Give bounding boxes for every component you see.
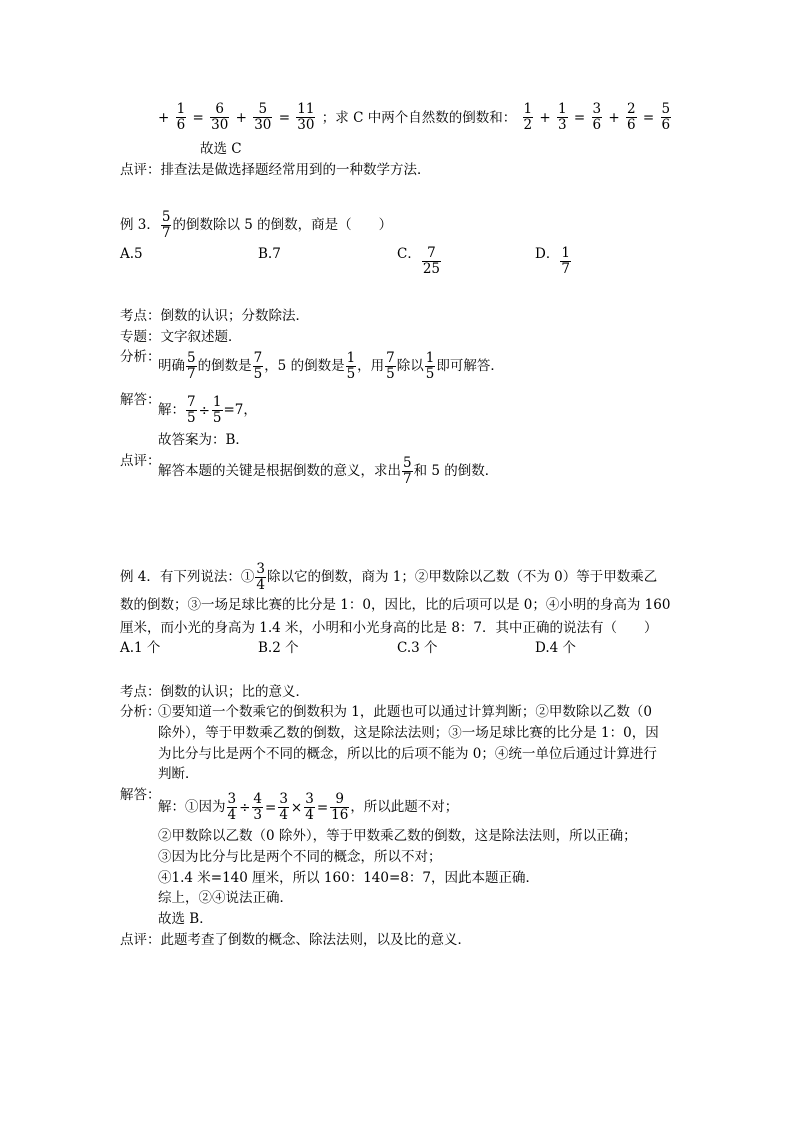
divide-sign: ÷ bbox=[198, 402, 210, 419]
dianping-text: 此题考查了倒数的概念、除法法则，以及比的意义． bbox=[160, 932, 471, 948]
text-segment: ，用 bbox=[357, 358, 385, 374]
choose-answer: 故选 C bbox=[200, 141, 242, 157]
dianping-label: 点评： bbox=[120, 453, 161, 469]
example-number: 例 3． bbox=[120, 217, 160, 233]
option-b: B.7 bbox=[258, 246, 281, 262]
option-label: C． bbox=[397, 246, 421, 262]
dianping-line bbox=[120, 932, 471, 948]
jieda-line bbox=[158, 395, 257, 426]
times-sign: × bbox=[290, 799, 303, 816]
fraction: $\frac{7}{25}$ bbox=[422, 245, 441, 277]
top-equation-line bbox=[157, 102, 672, 133]
fraction: $\frac{5}{7}$ bbox=[161, 209, 171, 241]
example3-title bbox=[120, 210, 392, 241]
fenxi-line-4: 判断． bbox=[158, 766, 199, 782]
kaodian-label: 考点： bbox=[120, 684, 161, 700]
fraction: $\frac{9}{16}$ bbox=[331, 791, 349, 823]
fraction: $\frac{3}{4}$ bbox=[279, 791, 288, 823]
kaodian-label: 考点： bbox=[120, 308, 161, 324]
fraction: $\frac{7}{5}$ bbox=[253, 350, 263, 382]
fraction: $\frac{6}{30}$ bbox=[211, 101, 229, 133]
fraction: $\frac{7}{5}$ bbox=[386, 350, 395, 382]
fraction: $\frac{1}{5}$ bbox=[346, 350, 356, 382]
jieda-line-6: 故选 B． bbox=[158, 911, 213, 927]
jieda-label: 解答： bbox=[120, 787, 161, 803]
fenxi-line bbox=[158, 351, 504, 382]
text-segment: 除以 bbox=[396, 358, 424, 374]
fraction: $\frac{5}{30}$ bbox=[254, 101, 272, 133]
fenxi-line-1: ①要知道一个数乘它的倒数积为 1，此题也可以通过计算判断；②甲数除以乙数（0 bbox=[158, 704, 652, 720]
equals-sign: = bbox=[642, 109, 655, 126]
fraction: $\frac{1}{3}$ bbox=[558, 101, 567, 133]
option-d bbox=[535, 246, 572, 277]
text-segment: ；求 C 中两个自然数的倒数和： bbox=[321, 109, 517, 126]
text-segment: 的倒数是 bbox=[197, 358, 252, 374]
option-c bbox=[397, 246, 442, 277]
fraction: $\frac{1}{2}$ bbox=[523, 101, 533, 133]
fraction: $\frac{1}{5}$ bbox=[212, 394, 222, 426]
text-segment: 明确 bbox=[158, 358, 185, 374]
fraction: $\frac{11}{30}$ bbox=[297, 101, 315, 133]
plus-sign: + bbox=[158, 109, 170, 126]
jieda-label: 解答： bbox=[120, 392, 161, 408]
dianping-line bbox=[158, 456, 498, 487]
comment-line bbox=[120, 162, 431, 178]
fraction: $\frac{3}{6}$ bbox=[592, 101, 602, 133]
fraction: $\frac{5}{7}$ bbox=[403, 455, 412, 487]
jieda-line-2: ②甲数除以乙数（0 除外），等于甲数乘乙数的倒数，这是除法法则，所以正确； bbox=[158, 828, 637, 844]
fenxi-label: 分析： bbox=[120, 349, 161, 365]
fraction: $\frac{1}{7}$ bbox=[561, 245, 570, 277]
plus-sign: + bbox=[539, 109, 551, 126]
option-b: B.2 个 bbox=[258, 640, 299, 656]
fraction: $\frac{7}{5}$ bbox=[187, 394, 196, 426]
zhuanti-line bbox=[120, 329, 242, 345]
jieda-line-5: 综上，②④说法正确． bbox=[158, 890, 293, 906]
equals-sign: = bbox=[265, 799, 277, 816]
text-segment: 解答本题的关键是根据倒数的意义，求出 bbox=[158, 463, 401, 479]
fenxi-line-2: 除外），等于甲数乘乙数的倒数，这是除法法则；③一场足球比赛的比分是 1：0，因 bbox=[158, 725, 659, 741]
equals-sign: = bbox=[316, 799, 329, 816]
text-segment: ，5 的倒数是 bbox=[264, 358, 345, 374]
plus-sign: + bbox=[235, 109, 247, 126]
text-segment: 除以它的倒数，商为 1；②甲数除以乙数（不为 0）等于甲数乘乙 bbox=[266, 569, 658, 585]
comment-text: 排查法是做选择题经常用到的一种数学方法． bbox=[160, 162, 431, 178]
fraction: $\frac{5}{6}$ bbox=[661, 101, 671, 133]
fraction: $\frac{1}{5}$ bbox=[425, 350, 435, 382]
comment-label: 点评： bbox=[120, 162, 161, 178]
example4-line1 bbox=[120, 562, 657, 593]
option-c: C.3 个 bbox=[397, 640, 438, 656]
zhuanti-text: 文字叙述题． bbox=[160, 329, 242, 345]
text-segment: =7， bbox=[223, 402, 257, 418]
option-a: A.1 个 bbox=[120, 640, 161, 656]
kaodian-text: 倒数的认识；比的意义． bbox=[160, 684, 309, 700]
jieda-line-4: ④1.4 米=140 厘米，所以 160：140=8：7，因此本题正确． bbox=[158, 870, 539, 886]
kaodian-line bbox=[120, 684, 309, 700]
text-segment: 即可解答． bbox=[436, 358, 504, 374]
kaodian-line bbox=[120, 308, 309, 324]
equals-sign: = bbox=[278, 109, 290, 126]
equals-sign: = bbox=[192, 109, 204, 126]
option-a: A.5 bbox=[120, 246, 143, 262]
option-label: D． bbox=[535, 246, 560, 262]
jieda-line-1 bbox=[158, 792, 458, 823]
equals-sign: = bbox=[573, 109, 586, 126]
divide-sign: ÷ bbox=[239, 799, 251, 816]
jieda-line-3: ③因为比分与比是两个不同的概念，所以不对； bbox=[158, 849, 442, 865]
question-text: 的倒数除以 5 的倒数，商是（ ） bbox=[172, 217, 393, 233]
fraction: $\frac{5}{7}$ bbox=[187, 350, 196, 382]
fraction: $\frac{3}{4}$ bbox=[256, 561, 265, 593]
fraction: $\frac{4}{3}$ bbox=[253, 791, 262, 823]
example4-line2: 数的倒数；③一场足球比赛的比分是 1：0，因比，比的后项可以是 0；④小明的身高为 160 bbox=[120, 597, 671, 613]
kaodian-text: 倒数的认识；分数除法． bbox=[160, 308, 309, 324]
fraction: $\frac{3}{4}$ bbox=[227, 791, 237, 823]
fraction: $\frac{2}{6}$ bbox=[627, 101, 636, 133]
plus-sign: + bbox=[608, 109, 620, 126]
fenxi-line-3: 为比分与比是两个不同的概念，所以比的后项不能为 0；④统一单位后通过计算进行 bbox=[158, 746, 657, 762]
text-segment: ，所以此题不对； bbox=[350, 799, 459, 815]
fenxi-label: 分析： bbox=[120, 704, 161, 720]
text-segment: 例 4．有下列说法：① bbox=[120, 569, 255, 585]
text-segment: 和 5 的倒数． bbox=[413, 463, 499, 479]
fraction: $\frac{1}{6}$ bbox=[176, 101, 186, 133]
dianping-label: 点评： bbox=[120, 932, 161, 948]
option-d: D.4 个 bbox=[535, 640, 577, 656]
text-segment: 解：①因为 bbox=[158, 799, 226, 815]
fraction: $\frac{3}{4}$ bbox=[305, 791, 314, 823]
zhuanti-label: 专题： bbox=[120, 329, 161, 345]
text-segment: 解： bbox=[158, 402, 185, 418]
example4-line3: 厘米，而小光的身高为 1.4 米，小明和小光身高的比是 8：7．其中正确的说法有（ ） bbox=[120, 620, 658, 636]
answer-line: 故答案为：B． bbox=[158, 432, 249, 448]
